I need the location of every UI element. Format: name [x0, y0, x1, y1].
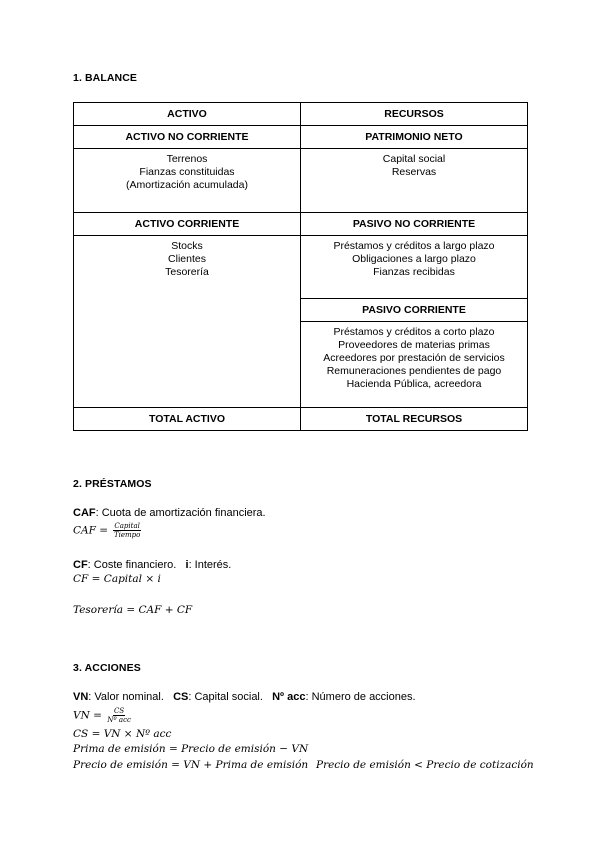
vn-formula: [73, 707, 131, 724]
list-item: Capital social: [382, 153, 446, 165]
header-activo-corriente: ACTIVO CORRIENTE: [74, 213, 301, 236]
section-heading-prestamos: 2. PRÉSTAMOS: [73, 478, 152, 490]
caf-abbr: CAF: [73, 507, 96, 519]
balance-table: [73, 102, 528, 431]
vn-fraction: [107, 707, 131, 724]
header-patrimonio-neto: PATRIMONIO NETO: [301, 126, 528, 149]
caf-desc: : Cuota de amortización financiera.: [95, 507, 266, 519]
cf-formula: CF = Capital × i: [73, 573, 161, 585]
pasivo-no-corriente-items: [301, 236, 528, 299]
pasivo-corriente-items: [301, 322, 528, 408]
list-item: Acreedores por prestación de servicios: [323, 352, 505, 364]
patrimonio-neto-items: [301, 149, 528, 213]
vn-denominator: Nº acc: [107, 716, 131, 724]
cf-abbr: CF: [73, 559, 88, 571]
nacc-abbr: Nº acc: [272, 691, 306, 703]
list-item: Proveedores de materias primas: [338, 339, 490, 351]
cotizacion-formula: Precio de emisión < Precio de cotización: [316, 759, 534, 771]
activo-no-corriente-items: [74, 149, 301, 213]
i-desc: : Interés.: [188, 559, 232, 571]
cs-abbr: CS: [173, 691, 189, 703]
cf-definition: [73, 559, 231, 571]
precio-formula: Precio de emisión = VN + Prima de emisión: [73, 759, 309, 771]
section-heading-balance: 1. BALANCE: [73, 72, 138, 84]
header-activo-no-corriente: ACTIVO NO CORRIENTE: [74, 126, 301, 149]
cs-formula: CS = VN × Nº acc: [73, 728, 172, 740]
list-item: Préstamos y créditos a largo plazo: [333, 240, 495, 252]
cf-desc: : Coste financiero.: [87, 559, 177, 571]
vn-desc: : Valor nominal.: [88, 691, 164, 703]
list-item: (Amortización acumulada): [126, 179, 248, 191]
header-recursos: RECURSOS: [301, 103, 528, 126]
caf-formula: [73, 522, 141, 539]
list-item: Préstamos y créditos a corto plazo: [333, 326, 495, 338]
nacc-desc: : Número de acciones.: [305, 691, 416, 703]
caf-numerator: Capital: [114, 522, 140, 530]
vn-abbr: VN: [73, 691, 89, 703]
list-item: Terrenos: [166, 153, 208, 165]
caf-fraction: [113, 522, 140, 539]
vn-formula-lhs: VN =: [73, 709, 102, 722]
total-activo: TOTAL ACTIVO: [74, 408, 301, 431]
header-activo: ACTIVO: [74, 103, 301, 126]
header-pasivo-corriente: PASIVO CORRIENTE: [301, 299, 528, 322]
list-item: Fianzas constituidas: [139, 166, 235, 178]
list-item: Clientes: [168, 253, 206, 265]
caf-denominator: Tiempo: [113, 531, 141, 539]
list-item: Reservas: [391, 166, 437, 178]
caf-definition: [73, 507, 266, 519]
list-item: Fianzas recibidas: [373, 266, 455, 278]
vn-numerator: CS: [114, 707, 125, 715]
cs-desc: : Capital social.: [188, 691, 263, 703]
activo-corriente-items: [74, 236, 301, 408]
total-recursos: TOTAL RECURSOS: [301, 408, 528, 431]
i-abbr: i: [185, 559, 189, 571]
list-item: Tesorería: [165, 266, 209, 278]
list-item: Obligaciones a largo plazo: [352, 253, 476, 265]
section-heading-acciones: 3. ACCIONES: [73, 662, 141, 674]
list-item: Hacienda Pública, acreedora: [346, 378, 482, 390]
list-item: Remuneraciones pendientes de pago: [326, 365, 502, 377]
acciones-definitions: [73, 691, 416, 703]
caf-formula-lhs: CAF =: [73, 524, 109, 537]
header-pasivo-no-corriente: PASIVO NO CORRIENTE: [301, 213, 528, 236]
tesoreria-formula: Tesorería = CAF + CF: [73, 604, 193, 616]
list-item: Stocks: [171, 240, 203, 252]
prima-formula: Prima de emisión = Precio de emisión − VN: [73, 743, 309, 755]
